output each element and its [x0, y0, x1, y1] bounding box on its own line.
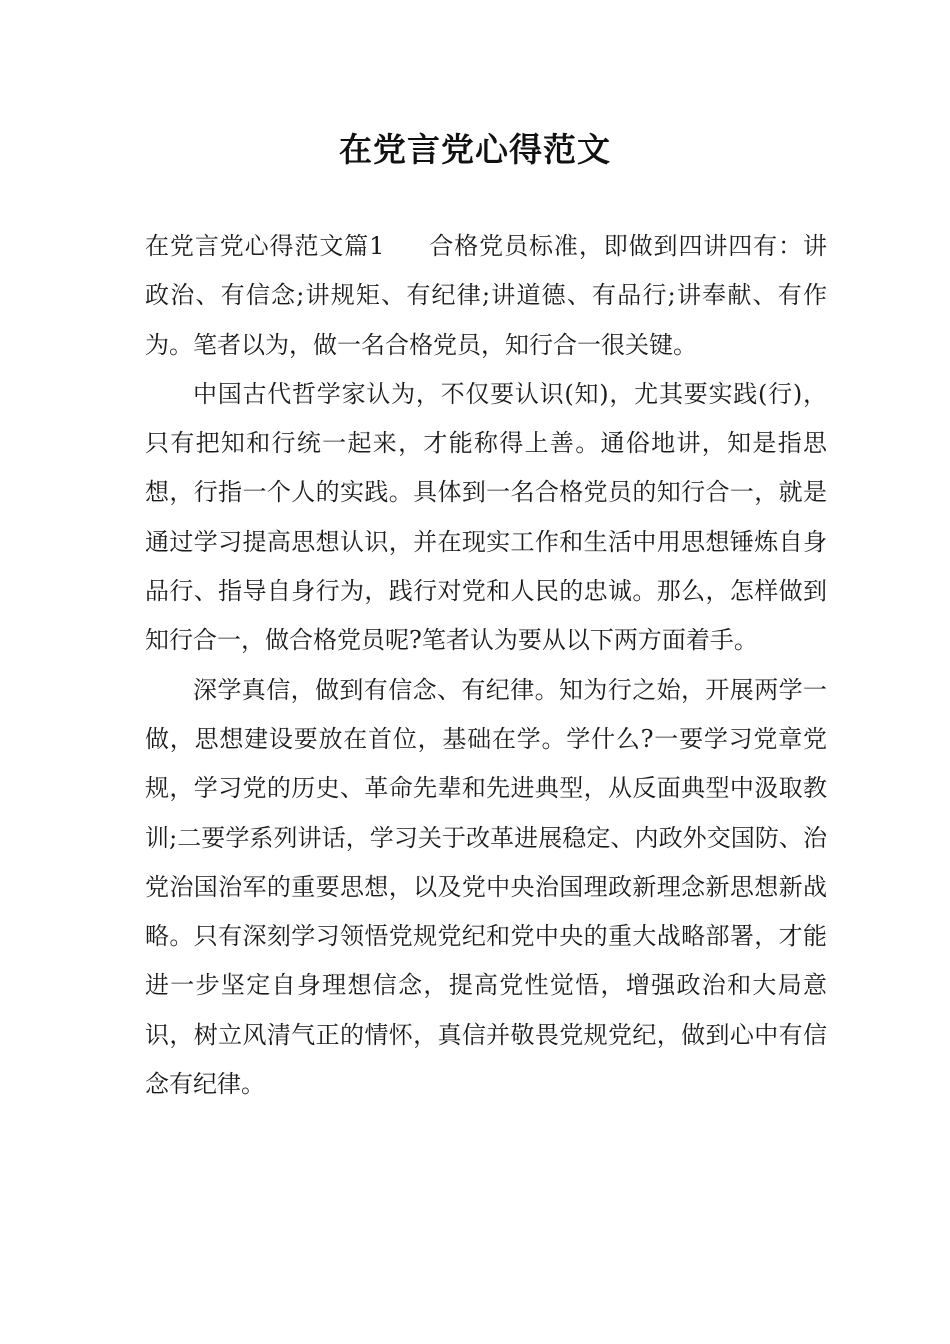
section-label: 在党言党心得范文篇1: [145, 232, 385, 260]
paragraph-3: 深学真信，做到有信念、有纪律。知为行之始，开展两学一做，思想建设要放在首位，基础在学。学什么?一要学习党章党规，学习党的历史、革命先辈和先进典型，从反面典型中汲取教训;二要学系列讲话，学习关于改革进展稳定、内政外交国防、治党治国治军的重要思想，以及党中央治国理政新理念新思想新战略。只有深刻学习领悟党规党纪和党中央的重大战略部署，才能进一步坚定自身理想信念，提高党性觉悟，增强政治和大局意识，树立风清气正的情怀，真信并敬畏党规党纪，做到心中有信念有纪律。: [145, 675, 827, 1099]
paragraph-1-text: 合格党员标准，即做到四讲四有：讲政治、有信念;讲规矩、有纪律;讲道德、有品行;讲奉献、有作为。笔者以为，做一名合格党员，知行合一很关键。: [145, 232, 827, 359]
paragraph-2: 中国古代哲学家认为，不仅要认识(知)，尤其要实践(行)，只有把知和行统一起来，才能称得上善。通俗地讲，知是指思想，行指一个人的实践。具体到一名合格党员的知行合一，就是通过学习提高思想认识，并在现实工作和生活中用思想锤炼自身品行、指导自身行为，践行对党和人民的忠诚。那么，怎样做到知行合一，做合格党员呢?笔者认为要从以下两方面着手。: [145, 379, 827, 655]
document-body: [145, 222, 827, 1109]
document-title: 在党言党心得范文: [339, 130, 611, 169]
paragraph-1: [145, 222, 827, 370]
